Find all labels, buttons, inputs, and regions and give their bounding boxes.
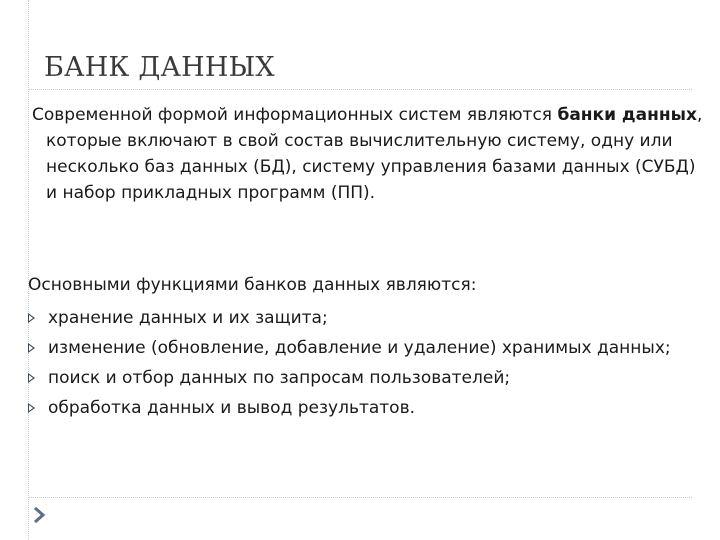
functions-lead: Основными функциями банков данных являются: bbox=[28, 275, 477, 295]
footer-divider bbox=[28, 497, 692, 498]
triangle-bullet-icon bbox=[28, 373, 35, 383]
list-item bbox=[28, 396, 688, 420]
triangle-bullet-icon bbox=[28, 313, 35, 323]
list-item bbox=[28, 366, 688, 390]
functions-list bbox=[28, 306, 688, 426]
intro-paragraph bbox=[32, 102, 706, 206]
list-item bbox=[28, 336, 688, 360]
left-dotted-border bbox=[28, 0, 29, 540]
chevron-right-icon[interactable] bbox=[32, 505, 46, 525]
triangle-bullet-icon bbox=[28, 403, 35, 413]
list-item-text: изменение (обновление, добавление и удаление) хранимых данных; bbox=[48, 338, 671, 358]
list-item-text: поиск и отбор данных по запросам пользователей; bbox=[48, 368, 511, 388]
triangle-bullet-icon bbox=[28, 343, 35, 353]
list-item-text: хранение данных и их защита; bbox=[48, 308, 328, 328]
title-divider bbox=[28, 89, 692, 90]
intro-bold-term: банки данных bbox=[557, 105, 697, 125]
list-item bbox=[28, 306, 688, 330]
intro-prefix: Современной формой информационных систем являются bbox=[32, 105, 558, 125]
slide-title: БАНК ДАННЫХ bbox=[44, 52, 275, 83]
list-item-text: обработка данных и вывод результатов. bbox=[48, 398, 416, 418]
intro-suffix: , которые включают в свой состав вычислительную систему, одну или несколько баз данных (БД), систему управления базами данных (СУБД) и набор прикладных программ (ПП). bbox=[46, 105, 703, 203]
